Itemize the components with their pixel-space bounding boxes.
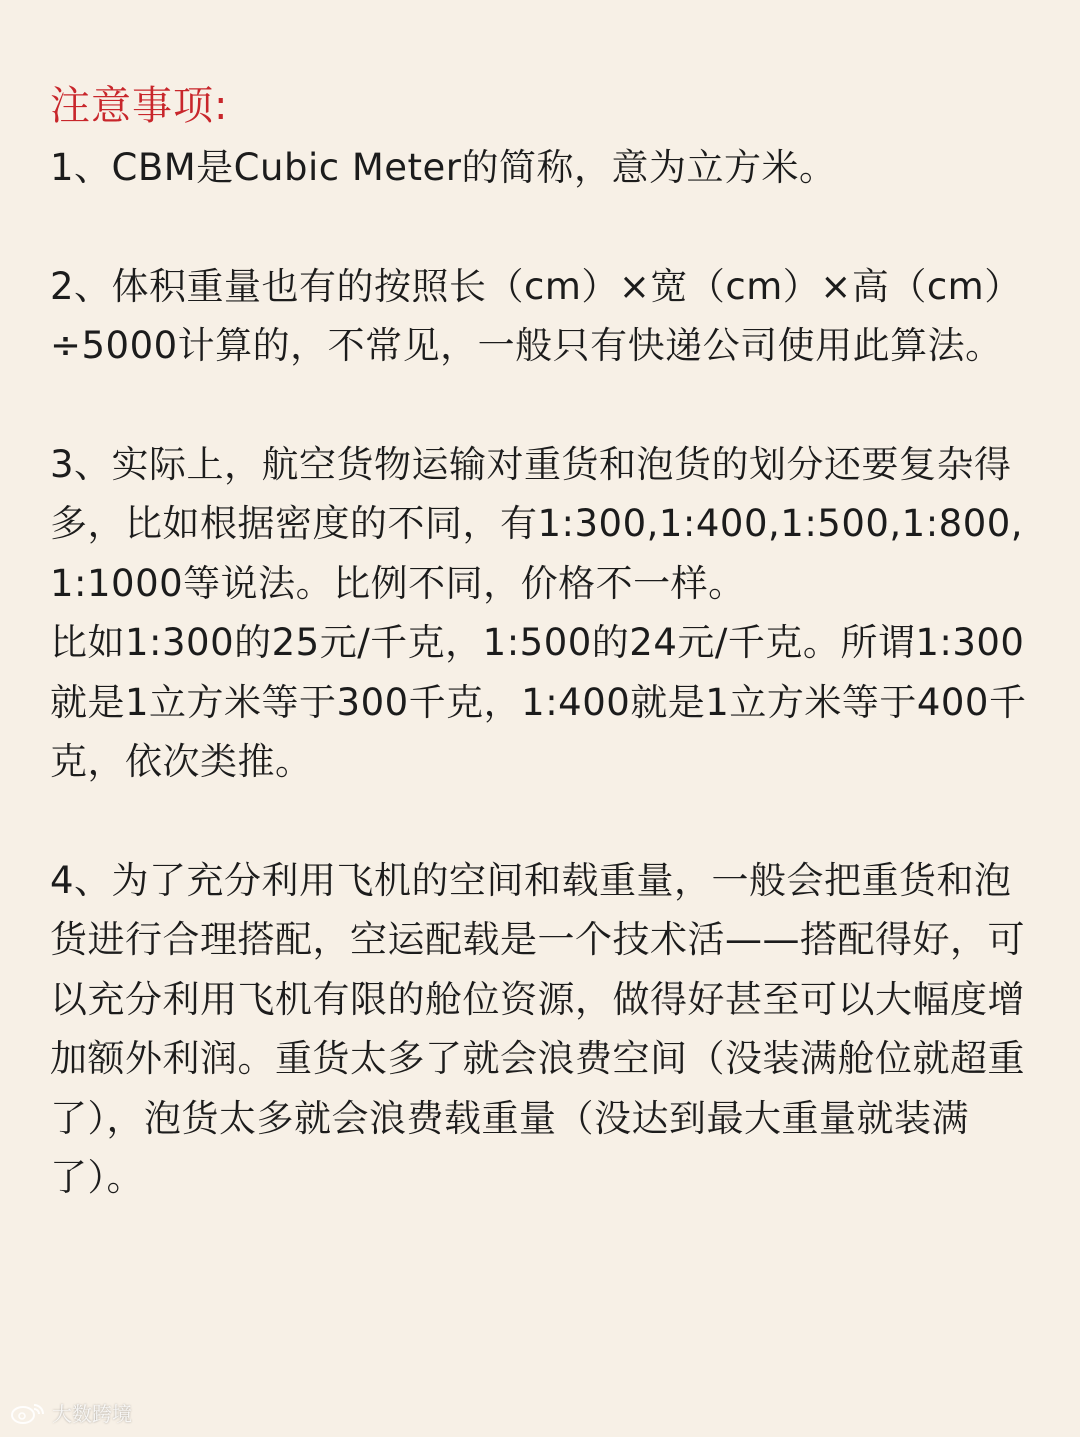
paragraph-spacer xyxy=(50,198,1040,257)
watermark-text: 大数跨境 xyxy=(52,1402,132,1426)
note-item-3-example: 比如1:300的25元/千克，1:500的24元/千克。所谓1:300就是1立方米等于300千克，1:400就是1立方米等于400千克，依次类推。 xyxy=(50,621,1027,783)
paragraph-spacer xyxy=(50,376,1040,435)
weibo-logo-icon xyxy=(10,1401,48,1425)
note-item-3: 3、实际上，航空货物运输对重货和泡货的划分还要复杂得多，比如根据密度的不同，有1:300,1:400,1:500,1:800,1:1000等说法。比例不同，价格不一样。 xyxy=(50,442,1024,605)
notes-document xyxy=(50,78,1040,1208)
note-item-1: 1、CBM是Cubic Meter的简称，意为立方米。 xyxy=(50,146,837,189)
note-item-2: 2、体积重量也有的按照长（cm）×宽（cm）×高（cm）÷5000计算的，不常见，一般只有快递公司使用此算法。 xyxy=(50,264,1022,367)
note-item-4: 4、为了充分利用飞机的空间和载重量，一般会把重货和泡货进行合理搭配，空运配载是一个技术活——搭配得好，可以充分利用飞机有限的舱位资源，做得好甚至可以大幅度增加额外利润。重货太多了就会浪费空间（没装满舱位就超重了），泡货太多就会浪费载重量（没达到最大重量就装满了）。 xyxy=(50,858,1025,1199)
watermark xyxy=(10,1398,132,1427)
paragraph-spacer xyxy=(50,792,1040,851)
notes-title: 注意事项: xyxy=(50,83,229,129)
